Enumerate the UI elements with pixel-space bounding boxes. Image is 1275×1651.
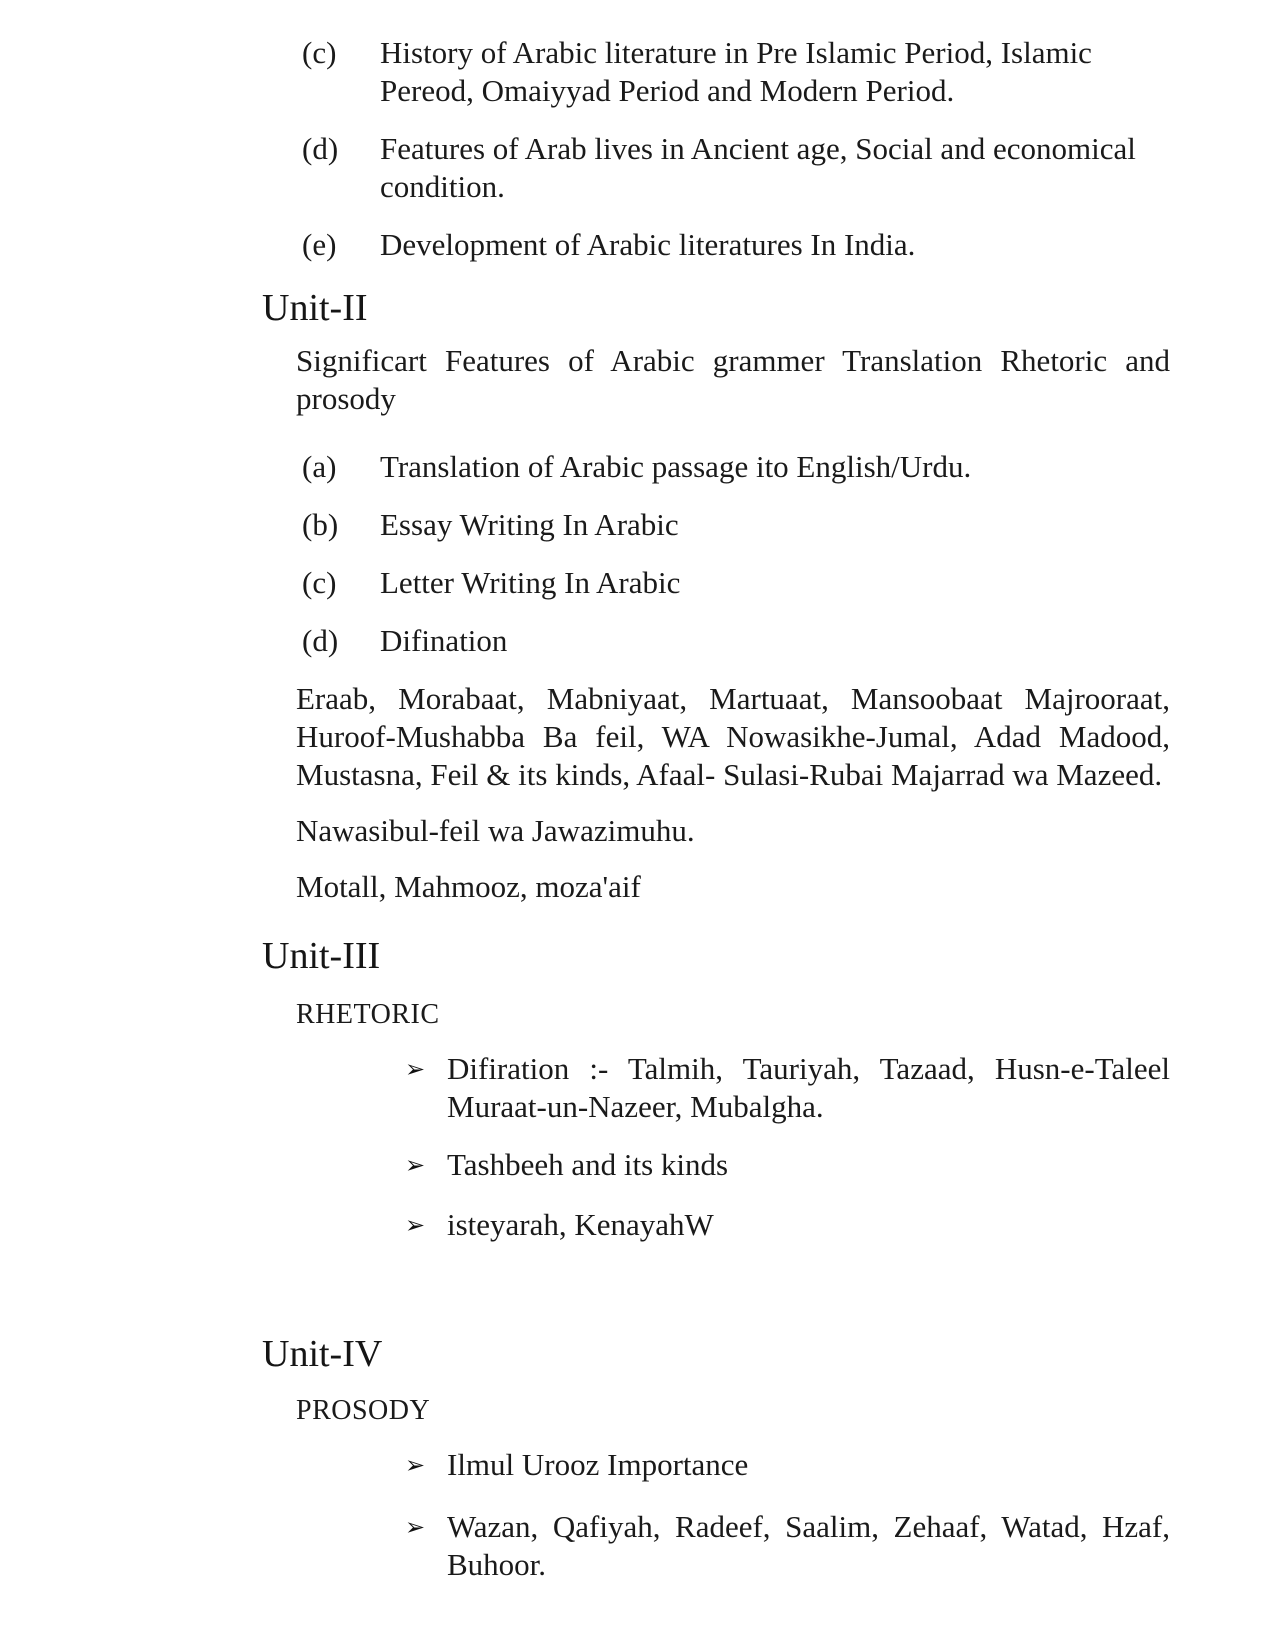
document-content [262,0,1170,1584]
list-item-label: (d) [302,623,339,658]
unit-2-heading: Unit-II [262,287,368,329]
unit-4-heading: Unit-IV [262,1333,383,1375]
bullet-text: isteyarah, KenayahW [447,1207,714,1242]
list-item-d [302,130,1170,206]
list-item-e [302,226,1170,264]
list-item-text: Development of Arabic literatures In India. [380,227,916,262]
list-item-text: Features of Arab lives in Ancient age, Social and economical condition. [380,131,1136,204]
unit-4-bullet-ilmul [405,1446,1170,1484]
unit-3-bullet-tashbeeh [405,1146,1170,1184]
arrowhead-bullet-icon: ➢ [405,1055,426,1083]
arrowhead-bullet-icon: ➢ [405,1451,426,1479]
arrowhead-bullet-icon: ➢ [405,1151,426,1179]
unit-3-bullet-isteyarah [405,1206,1170,1244]
list-item-label: (c) [302,35,337,70]
list-item-label: (d) [302,131,339,166]
unit-2-intro-paragraph: Significart Features of Arabic grammer Translation Rhetoric and prosody [296,343,1170,416]
unit-3-heading: Unit-III [262,935,381,977]
unit-2-motall-paragraph: Motall, Mahmooz, moza'aif [296,869,641,904]
unit-2-item-c [302,564,1170,602]
list-item-label: (b) [302,507,339,542]
list-item-c [302,34,1170,110]
list-item-label: (c) [302,565,337,600]
list-item-text: Essay Writing In Arabic [380,507,679,542]
list-item-text: Letter Writing In Arabic [380,565,681,600]
unit-4-subheading: PROSODY [296,1395,431,1426]
unit-2-nawasibul-paragraph: Nawasibul-feil wa Jawazimuhu. [296,813,695,848]
bullet-text: Wazan, Qafiyah, Radeef, Saalim, Zehaaf, Watad, Hzaf, Buhoor. [447,1509,1170,1582]
list-item-label: (e) [302,227,337,262]
unit-4-bullet-wazan [405,1508,1170,1584]
unit-3-bullet-difiration [405,1050,1170,1126]
bullet-text: Tashbeeh and its kinds [447,1147,729,1182]
list-item-label: (a) [302,449,337,484]
unit-2-grammar-topics-paragraph: Eraab, Morabaat, Mabniyaat, Martuaat, Mansoobaat Majrooraat, Huroof-Mushabba Ba feil, WA Nowasikhe-Jumal, Adad Madood, Mustasna, Feil & its kinds, Afaal- Sulasi-Rubai Majarrad wa Mazeed. [296,681,1170,792]
arrowhead-bullet-icon: ➢ [405,1513,426,1541]
list-item-text: Difination [380,623,508,658]
bullet-text: Ilmul Urooz Importance [447,1447,749,1482]
list-item-text: Translation of Arabic passage ito English/Urdu. [380,449,972,484]
unit-3-subheading: RHETORIC [296,999,440,1030]
bullet-text: Difiration :- Talmih, Tauriyah, Tazaad, Husn-e-Taleel Muraat-un-Nazeer, Mubalgha. [447,1051,1170,1124]
unit-2-item-b [302,506,1170,544]
unit-2-item-d [302,622,1170,660]
unit-2-item-a [302,448,1170,486]
list-item-text: History of Arabic literature in Pre Islamic Period, Islamic Pereod, Omaiyyad Period and Modern Period. [380,35,1092,108]
arrowhead-bullet-icon: ➢ [405,1211,426,1239]
